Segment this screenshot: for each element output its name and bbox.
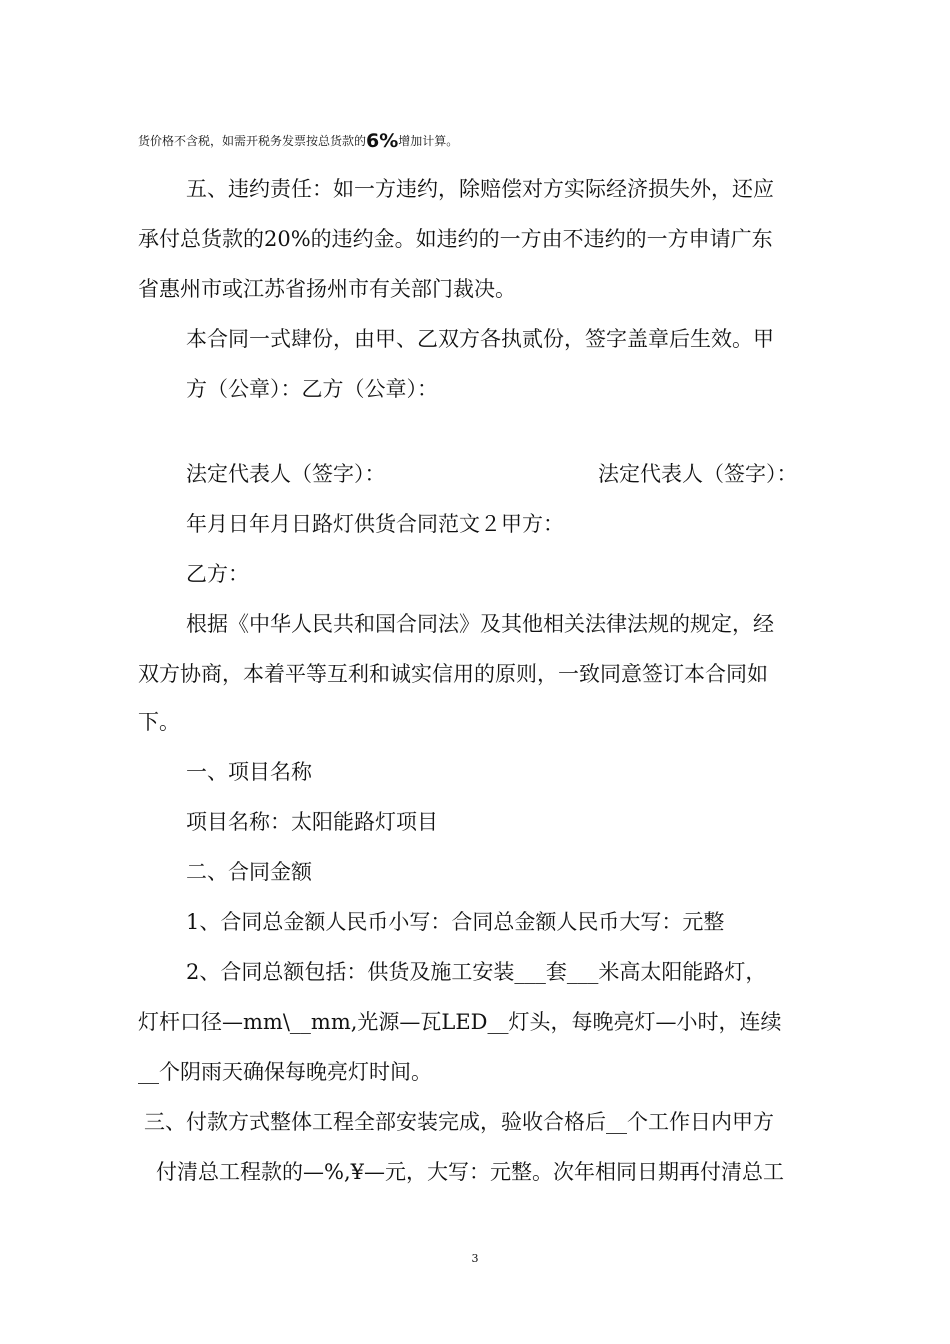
breach-clause-line-2: 承付总货款的20%的违约金。如违约的一方由不违约的一方申请广东 [138, 227, 773, 251]
party-a-representative: 法定代表人（签字）： [186, 462, 386, 486]
project-name-line: 项目名称：太阳能路灯项目 [186, 810, 438, 834]
payment-clause-line-1: 三、付款方式整体工程全部安装完成，验收合格后__个工作日内甲方 [144, 1110, 774, 1134]
party-b-line: 乙方： [186, 562, 249, 586]
preamble-line-3: 下。 [138, 710, 180, 734]
breach-clause-line-1: 五、违约责任：如一方违约，除赔偿对方实际经济损失外，还应 [186, 177, 774, 201]
continued-note [138, 128, 458, 154]
preamble-line-2: 双方协商，本着平等互利和诚实信用的原则，一致同意签订本合同如 [138, 662, 768, 686]
note-prefix: 货价格不含税，如需开税务发票按总货款的 [138, 134, 367, 148]
section-heading-contract-amount: 二、合同金额 [186, 860, 312, 884]
section-heading-project-name: 一、项目名称 [186, 760, 312, 784]
amount-item-2-line-2: 灯杆口径—mm\__mm,光源—瓦LED__灯头，每晚亮灯—小时，连续 [138, 1010, 782, 1034]
payment-clause-line-2: 付清总工程款的—%,¥—元，大写：元整。次年相同日期再付清总工 [156, 1160, 784, 1184]
preamble-line-1: 根据《中华人民共和国合同法》及其他相关法律法规的规定，经 [186, 612, 774, 636]
amount-item-2-line-1: 2、合同总额包括：供货及施工安装___套___米高太阳能路灯， [186, 960, 767, 984]
page-number: 3 [471, 1252, 479, 1265]
note-percent: 6% [366, 130, 399, 152]
note-suffix: 增加计算。 [398, 134, 459, 148]
date-and-title-line: 年月日年月日路灯供货合同范文２甲方： [186, 512, 564, 536]
amount-item-2-line-3: __个阴雨天确保每晚亮灯时间。 [138, 1060, 432, 1084]
amount-item-1: 1、合同总金额人民币小写：合同总金额人民币大写：元整 [186, 910, 725, 934]
breach-clause-line-3: 省惠州市或江苏省扬州市有关部门裁决。 [138, 277, 516, 301]
copies-clause-line-1: 本合同一式肆份，由甲、乙双方各执贰份，签字盖章后生效。甲 [186, 327, 774, 351]
seal-line: 方（公章）：乙方（公章）： [186, 377, 438, 401]
party-b-representative: 法定代表人（签字）： [598, 462, 798, 486]
